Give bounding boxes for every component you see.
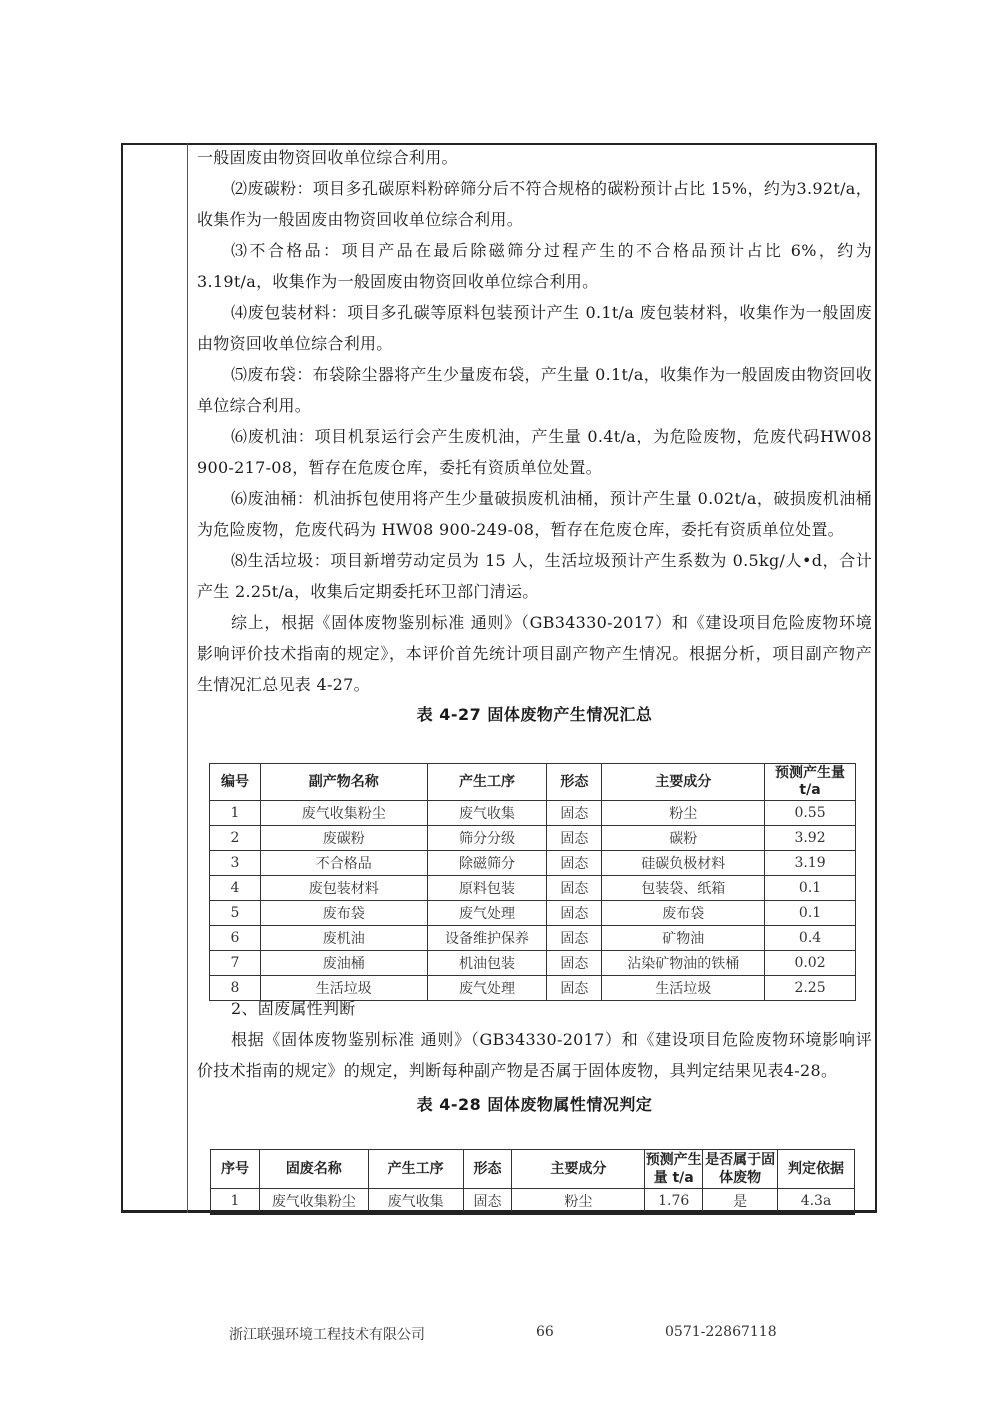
- table-cell: 固态: [547, 876, 602, 901]
- table-row: [211, 1189, 855, 1214]
- table-cell: 硅碳负极材料: [602, 851, 765, 876]
- header-cell: 序号: [211, 1150, 260, 1189]
- header-cell: 副产物名称: [260, 764, 427, 801]
- section-2: [197, 993, 872, 1120]
- table-row: [210, 801, 856, 826]
- footer-company: 浙江联强环境工程技术有限公司: [229, 1327, 425, 1343]
- table-cell: 废气收集: [427, 801, 547, 826]
- table-cell: 废油桶: [260, 951, 427, 976]
- table-cell: 生活垃圾: [260, 976, 427, 1001]
- table-4-28-caption: 表 4-28 固体废物属性情况判定: [416, 1095, 653, 1114]
- table-cell: 生活垃圾: [602, 976, 765, 1001]
- table-cell: 1: [211, 1189, 260, 1214]
- footer-phone: 0571-22867118: [665, 1324, 777, 1340]
- table-cell: 矿物油: [602, 926, 765, 951]
- table-4-27-caption: 表 4-27 固体废物产生情况汇总: [416, 705, 653, 724]
- table-cell: 废气处理: [427, 976, 547, 1001]
- footer-page-number: 66: [536, 1324, 554, 1340]
- table-cell: 2.25: [765, 976, 856, 1001]
- header-cell: 编号: [210, 764, 261, 801]
- table-cell: 粉尘: [512, 1189, 645, 1214]
- table-cell: 固态: [547, 851, 602, 876]
- table-cell: 固态: [547, 976, 602, 1001]
- table-cell: 2: [210, 826, 261, 851]
- table-cell: 除磁筛分: [427, 851, 547, 876]
- paragraph: 一般固废由物资回收单位综合利用。: [197, 148, 458, 167]
- paragraph-summary: 综上，根据《固体废物鉴别标准 通则》（GB34330-2017）和《建设项目危险废物环境影响评价技术指南的规定》，本评价首先统计项目副产物产生情况。根据分析，项目副产物产生情况汇总见表 4-27。: [197, 613, 872, 694]
- table-cell: 废布袋: [260, 901, 427, 926]
- table-cell: 筛分分级: [427, 826, 547, 851]
- table-4-28: [210, 1149, 855, 1215]
- header-cell: 主要成分: [602, 764, 765, 801]
- table-cell: 7: [210, 951, 261, 976]
- table-row: [210, 926, 856, 951]
- header-cell: 形态: [463, 1150, 512, 1189]
- header-cell: 产生工序: [368, 1150, 463, 1189]
- table-cell: 废气收集粉尘: [260, 801, 427, 826]
- header-cell: 预测产生量 t/a: [645, 1150, 703, 1189]
- table-cell: 固态: [547, 901, 602, 926]
- paragraph-attribute-judgment: 根据《固体废物鉴别标准 通则》（GB34330-2017）和《建设项目危险废物环境影响评价技术指南的规定》的规定，判断每种副产物是否属于固体废物，具判定结果见表4-28。: [197, 1030, 872, 1080]
- table-cell: 4.3a: [778, 1189, 855, 1214]
- paragraph-oil-drums: ⑹废油桶：机油拆包使用将产生少量破损废机油桶，预计产生量 0.02t/a，破损废机油桶为危险废物，危废代码为 HW08 900-249-08，暂存在危废仓库，委托有资质单位处置。: [197, 489, 872, 539]
- table-cell: 1: [210, 801, 261, 826]
- table-cell: 固态: [547, 801, 602, 826]
- table-header-row: [210, 764, 856, 801]
- table-row: [210, 951, 856, 976]
- column-divider: [187, 143, 188, 1213]
- table-cell: 固态: [547, 951, 602, 976]
- table-cell: 粉尘: [602, 801, 765, 826]
- table-cell: 0.4: [765, 926, 856, 951]
- table-cell: 机油包装: [427, 951, 547, 976]
- header-cell: 预测产生量 t/a: [765, 764, 856, 801]
- table-cell: 固态: [547, 826, 602, 851]
- table-cell: 4: [210, 876, 261, 901]
- header-cell: 产生工序: [427, 764, 547, 801]
- table-cell: 废包装材料: [260, 876, 427, 901]
- table-cell: 沾染矿物油的铁桶: [602, 951, 765, 976]
- paragraph-domestic-waste: ⑻生活垃圾：项目新增劳动定员为 15 人，生活垃圾预计产生系数为 0.5kg/人•d，合计产生 2.25t/a，收集后定期委托环卫部门清运。: [197, 551, 872, 601]
- table-cell: 废布袋: [602, 901, 765, 926]
- paragraph-waste-carbon-powder: ⑵废碳粉：项目多孔碳原料粉碎筛分后不符合规格的碳粉预计占比 15%，约为3.92t/a，收集作为一般固废由物资回收单位综合利用。: [197, 179, 872, 229]
- table-row: [210, 901, 856, 926]
- paragraph-cloth-bags: ⑸废布袋：布袋除尘器将产生少量废布袋，产生量 0.1t/a，收集作为一般固废由物资回收单位综合利用。: [197, 365, 872, 415]
- body-text: [197, 142, 872, 730]
- header-cell: 是否属于固体废物: [703, 1150, 778, 1189]
- table-cell: 5: [210, 901, 261, 926]
- table-cell: 6: [210, 926, 261, 951]
- table-cell: 1.76: [645, 1189, 703, 1214]
- table-cell: 3: [210, 851, 261, 876]
- table-cell: 是: [703, 1189, 778, 1214]
- table-cell: 设备维护保养: [427, 926, 547, 951]
- table-cell: 0.55: [765, 801, 856, 826]
- table-row: [210, 876, 856, 901]
- table-cell: 固态: [547, 926, 602, 951]
- table-cell: 废气处理: [427, 901, 547, 926]
- table-cell: 废气收集粉尘: [259, 1189, 368, 1214]
- header-cell: 固废名称: [259, 1150, 368, 1189]
- table-cell: 3.19: [765, 851, 856, 876]
- table-cell: 包装袋、纸箱: [602, 876, 765, 901]
- table-4-27: [209, 763, 856, 1001]
- table-cell: 废机油: [260, 926, 427, 951]
- table-cell: 废碳粉: [260, 826, 427, 851]
- header-cell: 判定依据: [778, 1150, 855, 1189]
- table-cell: 8: [210, 976, 261, 1001]
- table-cell: 3.92: [765, 826, 856, 851]
- table-cell: 碳粉: [602, 826, 765, 851]
- paragraph-waste-oil: ⑹废机油：项目机泵运行会产生废机油，产生量 0.4t/a，为危险废物，危废代码HW08 900-217-08，暂存在危废仓库，委托有资质单位处置。: [197, 427, 872, 477]
- table-cell: 0.1: [765, 876, 856, 901]
- table-cell: 原料包装: [427, 876, 547, 901]
- table-cell: 废气收集: [368, 1189, 463, 1214]
- header-cell: 主要成分: [512, 1150, 645, 1189]
- paragraph-packaging: ⑷废包装材料：项目多孔碳等原料包装预计产生 0.1t/a 废包装材料，收集作为一般固废由物资回收单位综合利用。: [197, 303, 872, 353]
- table-row: [210, 826, 856, 851]
- table-row: [210, 851, 856, 876]
- table-header-row: [211, 1150, 855, 1189]
- paragraph-defective-products: ⑶不合格品：项目产品在最后除磁筛分过程产生的不合格品预计占比 6%，约为3.19t/a，收集作为一般固废由物资回收单位综合利用。: [197, 241, 872, 291]
- section-heading: 2、固废属性判断: [231, 999, 356, 1018]
- table-cell: 不合格品: [260, 851, 427, 876]
- table-cell: 0.02: [765, 951, 856, 976]
- table-cell: 0.1: [765, 901, 856, 926]
- header-cell: 形态: [547, 764, 602, 801]
- table-cell: 固态: [463, 1189, 512, 1214]
